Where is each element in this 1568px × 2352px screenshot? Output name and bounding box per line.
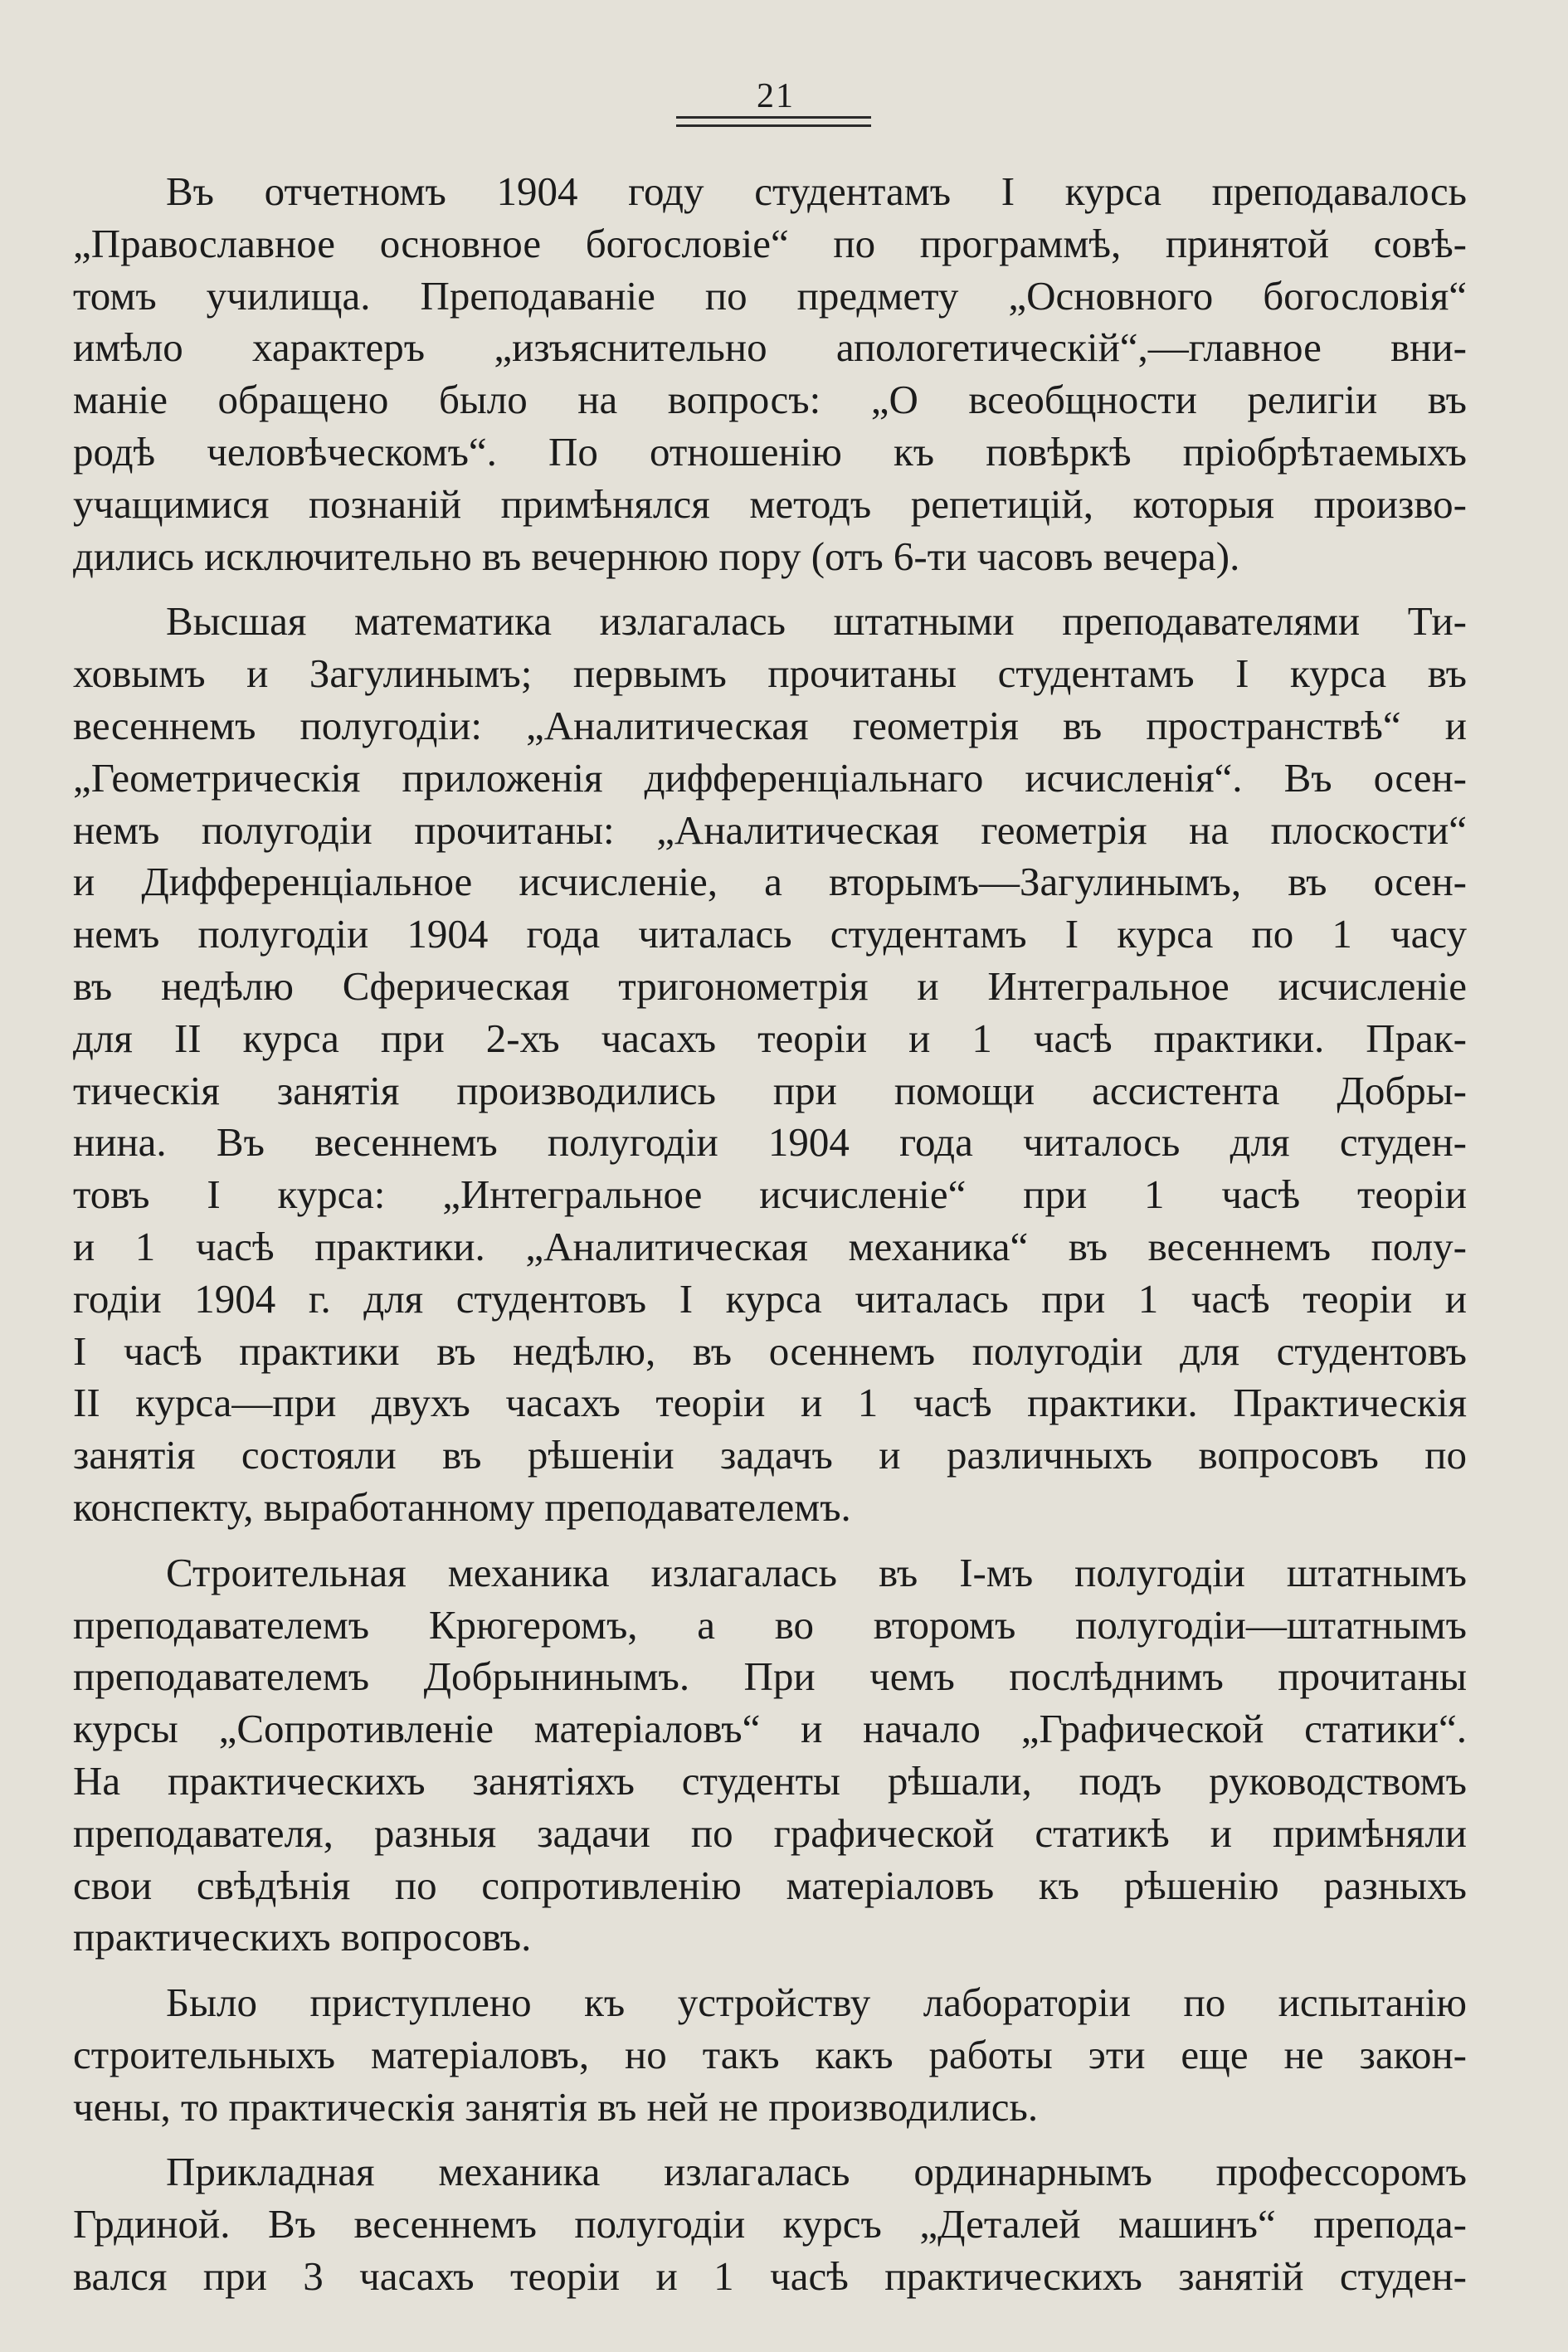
text-line: Грдиной. Въ весеннемъ полугодіи курсъ „Деталей машинъ“ препода-	[73, 2201, 1467, 2247]
text-line: въ недѣлю Сферическая тригонометрія и Интегральное исчисленіе	[73, 962, 1467, 1009]
text-line: занятія состояли въ рѣшеніи задачъ и различныхъ вопросовъ по	[73, 1432, 1467, 1478]
text-line: товъ I курса: „Интегральное исчисленіе“ при 1 часѣ теоріи	[73, 1171, 1467, 1218]
text-line: имѣло характеръ „изъяснительно апологетическій“,—главное вни-	[73, 324, 1467, 371]
text-line: и Дифференціальное исчисленіе, а вторымъ—Загулинымъ, въ осен-	[73, 859, 1467, 905]
paragraph-applied-mechanics	[73, 2146, 1467, 2302]
text-line: маніе обращено было на вопросъ: „О всеобщности религіи въ	[73, 377, 1467, 423]
text-line: Въ отчетномъ 1904 году студентамъ I курса преподавалось	[166, 168, 1467, 214]
text-line: нина. Въ весеннемъ полугодіи 1904 года читалось для студен-	[73, 1119, 1467, 1166]
text-line: конспекту, выработанному преподавателемъ.	[73, 1483, 851, 1530]
text-line: „Геометрическія приложенія дифференціальнаго исчисленія“. Въ осен-	[73, 754, 1467, 801]
text-line: Было приступлено къ устройству лабораторіи по испытанію	[166, 1979, 1467, 2026]
text-line: годіи 1904 г. для студентовъ I курса читалась при 1 часѣ теоріи и	[73, 1275, 1467, 1322]
text-line: дились исключительно въ вечернюю пору (отъ 6-ти часовъ вечера).	[73, 533, 1240, 579]
text-line: Высшая математика излагалась штатными преподавателями Ти-	[166, 598, 1467, 645]
text-line: II курса—при двухъ часахъ теоріи и 1 часѣ практики. Практическія	[73, 1380, 1467, 1426]
text-line: преподавателемъ Добрынинымъ. При чемъ послѣднимъ прочитаны	[73, 1653, 1467, 1700]
text-line: I часѣ практики въ недѣлю, въ осеннемъ полугодіи для студентовъ	[73, 1327, 1467, 1374]
text-line: весеннемъ полугодіи: „Аналитическая геометрія въ пространствѣ“ и	[73, 702, 1467, 748]
text-body	[73, 166, 1467, 2316]
text-line: немъ полугодіи прочитаны: „Аналитическая геометрія на плоскости“	[73, 806, 1467, 853]
paragraph-laboratory	[73, 1977, 1467, 2133]
text-line: Строительная механика излагалась въ I-мъ полугодіи штатнымъ	[166, 1549, 1467, 1595]
text-line: строительныхъ матеріаловъ, но такъ какъ работы эти еще не закон-	[73, 2031, 1467, 2077]
text-line: немъ полугодіи 1904 года читалась студентамъ I курса по 1 часу	[73, 911, 1467, 957]
text-line: „Православное основное богословіе“ по программѣ, принятой совѣ-	[73, 220, 1467, 266]
text-line: свои свѣдѣнія по сопротивленію матеріаловъ къ рѣшенію разныхъ	[73, 1862, 1467, 1908]
text-line: практическихъ вопросовъ.	[73, 1914, 532, 1960]
paragraph-mathematics	[73, 596, 1467, 1533]
page-number: 21	[757, 77, 795, 115]
text-line: преподавателемъ Крюгеромъ, а во второмъ полугодіи—штатнымъ	[73, 1601, 1467, 1648]
text-line: ховымъ и Загулинымъ; первымъ прочитаны студентамъ I курса въ	[73, 650, 1467, 697]
text-line: курсы „Сопротивленіе матеріаловъ“ и начало „Графической статики“.	[73, 1706, 1467, 1752]
text-line: Прикладная механика излагалась ординарнымъ профессоромъ	[166, 2149, 1467, 2195]
text-line: для II курса при 2-хъ часахъ теоріи и 1 часѣ практики. Прак-	[73, 1015, 1467, 1061]
text-line: вался при 3 часахъ теоріи и 1 часѣ практическихъ занятій студен-	[73, 2253, 1467, 2300]
header-rule-top	[676, 116, 871, 119]
text-line: и 1 часѣ практики. „Аналитическая механика“ въ весеннемъ полу-	[73, 1223, 1467, 1269]
text-line: учащимися познаній примѣнялся методъ репетицій, которыя произво-	[73, 480, 1467, 527]
text-line: преподавателя, разныя задачи по графической статикѣ и примѣняли	[73, 1809, 1467, 1856]
header-rule-bottom	[676, 124, 871, 127]
paragraph-structural-mechanics	[73, 1547, 1467, 1964]
paragraph-theology	[73, 166, 1467, 582]
text-line: чены, то практическія занятія въ ней не производились.	[73, 2083, 1039, 2130]
text-line: тическія занятія производились при помощи ассистента Добры-	[73, 1067, 1467, 1113]
text-line: родѣ человѣческомъ“. По отношенію къ повѣркѣ пріобрѣтаемыхъ	[73, 428, 1467, 475]
text-line: На практическихъ занятіяхъ студенты рѣшали, подъ руководствомъ	[73, 1757, 1467, 1804]
text-line: томъ училища. Преподаваніе по предмету „Основного богословія“	[73, 272, 1467, 319]
